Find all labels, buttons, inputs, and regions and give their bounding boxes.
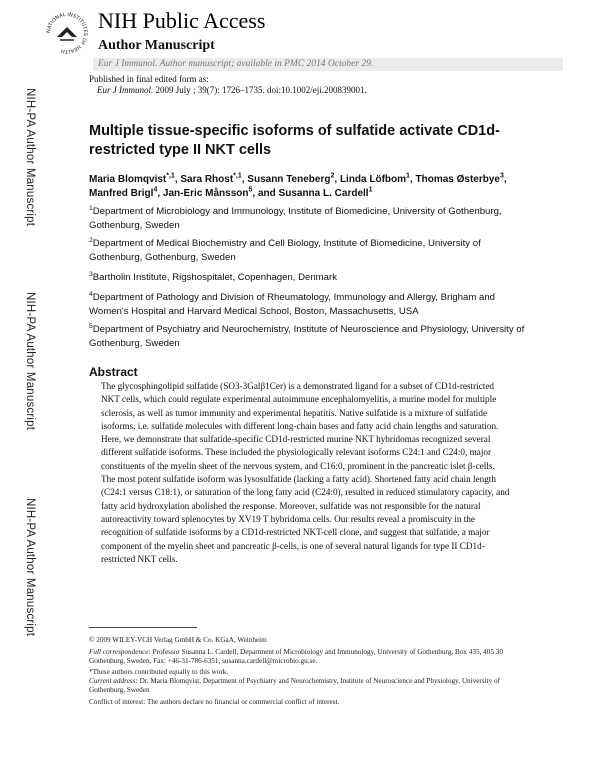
- correspondence-footnote: [89, 648, 529, 667]
- affiliation-num: 1: [89, 204, 93, 212]
- journal-availability-line: Eur J Immunol. Author manuscript; available in PMC 2014 October 29.: [98, 59, 374, 69]
- affiliation-4: [89, 291, 529, 318]
- affiliation-num: 2: [89, 236, 93, 244]
- abstract-text: The glycosphingolipid sulfatide (SO3-3Galβ1Cer) is a demonstrated ligand for a subset of CD1d-restricted NKT cells, which could regulate experimental autoimmune encephalomyelitis, a murine model for multiple sclerosis, as well as tumor immunity and experimental hepatitis. Native sulfatide is a mixture of sulfatide isoforms, i.e. sulfatide molecules with different long-chain bases and fatty acid chain lengths and saturation. Here, we demonstrate that sulfatide-specific CD1d-restricted murine NKT hybridomas recognized several different sulfatide isoforms. These included the physiologically relevant isoforms C24:1 and C24:0, major constituents of the myelin sheet of the nervous system, and C16:0, prominent in the pancreatic islet β-cells. The most potent sulfatide isoform was lysosulfatide (lacking a fatty acid). Shortened fatty acid chain length (C24:1 versus C18:1), or saturation of the long fatty acid (C24:0), resulted in reduced stimulatory capacity, and fatty acid hydroxylation abolished the response. Moreover, sulfatide was not responsible for the natural autoreactivity toward splenocytes by XV19 T hybridoma cells. Our results reveal a promiscuity in the recognition of sulfatide isoforms by a CD1d-restricted NKT-cell clone, and suggest that sulfatide, a major component of the myelin sheet and pancreatic β-cells, is one of several natural ligands for type II CD1d-restricted NKT cells.: [101, 381, 510, 564]
- correspondence-text: Professor Susanna L. Cardell, Department of Microbiology and Immunology, University of Gothenburg, Box 435, 405 30 Gothenburg, Sweden, Fax: +46-31-786-6351, susanna.cardell@microbio.gu.se.: [89, 648, 503, 666]
- affiliation-5: [89, 323, 529, 350]
- author-list: Maria Blomqvist$^{*,1}$, Sara Rhost$^{*,1}$, Susann Teneberg$^2$, Linda Löfbom$^1$, Thomas Østerbye$^3$, Manfred Brigl$^4$, Jan-Eric Månsson$^5$, and Susanna L. Cardell$^1$: [89, 172, 507, 199]
- author-sup: *,1: [166, 172, 175, 180]
- affiliation-text: Department of Medical Biochemistry and Cell Biology, Institute of Biomedicine, University of Gothenburg, Gothenburg, Sweden: [89, 238, 481, 263]
- author-sup: 3: [500, 172, 504, 180]
- author-name: Thomas Østerbye: [415, 174, 500, 185]
- current-address-text: Dr. Maria Blomqvist, Department of Psychiatry and Neurochemistry, Institute of Neuroscience and Physiology, University of Gothenburg, Sweden: [89, 677, 500, 695]
- footnote-divider: [89, 627, 197, 628]
- correspondence-label: Full correspondence:: [89, 648, 151, 656]
- affiliation-num: 4: [89, 290, 93, 298]
- affiliation-text: Department of Microbiology and Immunology, Institute of Biomedicine, University of Gothenburg, Gothenburg, Sweden: [89, 206, 502, 231]
- abstract-heading: Abstract: [89, 365, 138, 379]
- affiliation-3: [89, 271, 529, 285]
- sidebar-label-bottom: NIH-PA Author Manuscript: [24, 498, 36, 637]
- logo-text: NATIONAL INSTITUTES OF HEALTH: [45, 11, 89, 55]
- citation-details: 2009 July ; 39(7): 1726–1735. doi:10.1002/eji.200839001.: [153, 85, 367, 95]
- affiliation-text: Bartholin Institute, Rigshospitalet, Copenhagen, Denmark: [92, 272, 337, 283]
- citation: [97, 85, 367, 95]
- affiliation-2: [89, 237, 529, 264]
- equal-contribution-footnote: *These authors contributed equally to this work.: [89, 668, 229, 676]
- author-manuscript-heading: Author Manuscript: [98, 38, 215, 53]
- author-name: Susann Teneberg: [247, 174, 331, 185]
- author-sup: *,1: [233, 172, 242, 180]
- author-name: Sara Rhost: [180, 174, 234, 185]
- article-title: Multiple tissue-specific isoforms of sulfatide activate CD1d-restricted type II NKT cells: [89, 123, 500, 158]
- author-sup: 1: [406, 172, 410, 180]
- affiliation-1: [89, 205, 529, 232]
- author-sup: 5: [248, 186, 253, 194]
- affiliation-text: Department of Pathology and Division of Rheumatology, Immunology and Allergy, Brigham and Women's Hospital and Harvard Medical School, Boston, Massachusetts, USA: [89, 292, 496, 317]
- author-sup: 1: [368, 186, 373, 194]
- conflict-of-interest: Conflict of interest: The authors declare no financial or commercial conflict of interest.: [89, 698, 340, 706]
- author-sup: 4: [153, 186, 158, 194]
- author-sup: 2: [330, 172, 335, 180]
- affiliation-num: 5: [89, 322, 93, 330]
- sidebar-label-top: NIH-PA Author Manuscript: [24, 88, 36, 227]
- nih-public-access-title: NIH Public Access: [98, 8, 266, 33]
- copyright-notice: © 2009 WILEY-VCH Verlag GmbH & Co. KGaA, Weinheim: [89, 636, 267, 644]
- current-address-footnote: [89, 677, 529, 696]
- svg-text:NATIONAL INSTITUTES OF HEALTH: [46, 12, 88, 54]
- sidebar-label-middle: NIH-PA Author Manuscript: [24, 292, 36, 431]
- author-name: and Susanna L. Cardell: [257, 188, 369, 199]
- affiliation-num: 3: [89, 270, 93, 278]
- author-name: Manfred Brigl: [89, 188, 154, 199]
- author-name: Maria Blomqvist: [89, 174, 167, 185]
- current-address-label: Current address:: [89, 677, 138, 685]
- published-label: Published in final edited form as:: [89, 74, 209, 84]
- author-name: Jan-Eric Månsson: [162, 188, 249, 199]
- citation-journal: Eur J Immunol.: [97, 85, 154, 95]
- nih-seal-logo: [42, 8, 92, 58]
- author-name: Linda Löfbom: [339, 174, 407, 185]
- affiliation-text: Department of Psychiatry and Neurochemistry, Institute of Neuroscience and Physiology, University of Gothenburg, Sweden: [89, 324, 525, 349]
